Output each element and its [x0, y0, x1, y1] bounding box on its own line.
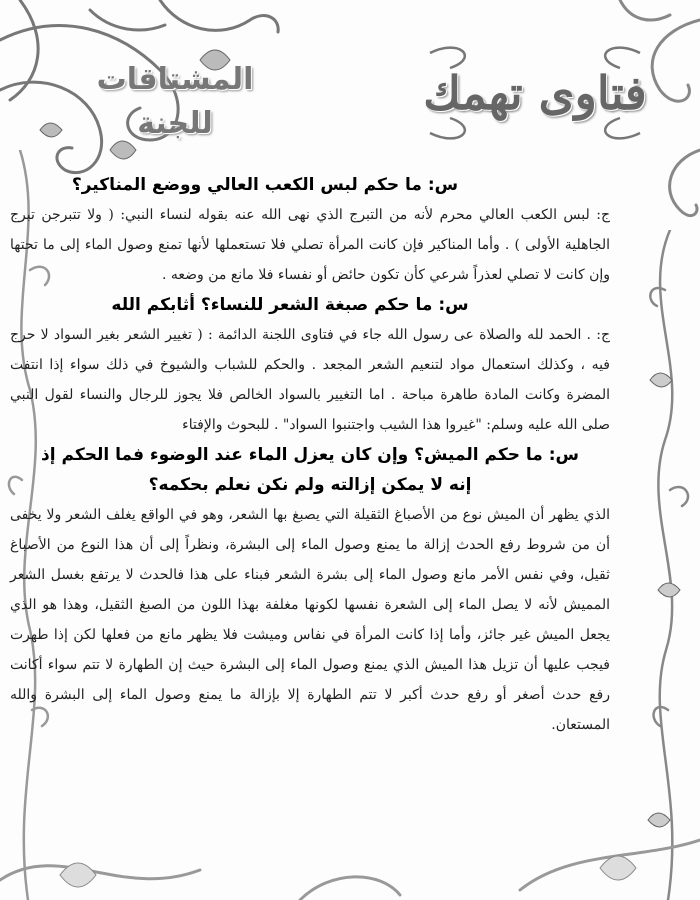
question-3: س: ما حكم الميش؟ وإن كان يعزل الماء عند الوضوء فما الحكم إذ إنه لا يمكن إزالته ولم نكن نعلم بحكمه؟ [41, 445, 579, 495]
answer-1: ج: لبس الكعب العالي محرم لأنه من التبرج الذي نهى الله عنه بقوله لنساء النبي: ( ولا تتبرجن تبرج الجاهلية الأولى ) . وأما المناكير فإن كانت المرأة تصلي فلا تستعملها لأنها تمنع وصول الماء إلى ما تحتها وإن كانت لا تصلي لعذراً شرعي كأن تكون حائض أو نفساء فلا مانع من وضعه . [10, 207, 610, 283]
bottom-floral-ornament [0, 820, 700, 900]
brand-title: فتاوى تهمك [423, 66, 647, 120]
brand-badge [420, 38, 650, 148]
team-name-line2: للجنة [137, 106, 213, 141]
fatwa-content [10, 170, 610, 740]
question-2: س: ما حكم صبغة الشعر للنساء؟ أثابكم الله [111, 295, 469, 315]
answer-3: الذي يظهر أن الميش نوع من الأصباغ الثقيلة التي يصبغ بها الشعر، وهو في الواقع يغلف الشعر ولا يخفى أن من شروط رفع الحدث إزالة ما يمنع وصول الماء إلى البشرة، ونظراً إلى أن هذا النوع من الأصباغ ثقيل، وفي نفس الأمر مانع وصول الماء إلى بشرة الشعر فبناء على هذا فالحدث لا يرتفع بغسل الشعر المميش لأنه لا يصل الماء إلى الشعرة نفسها لكونها مغلفة بهذا اللون من الصبغ الثقيل، وهذا هو الذي يجعل الميش غير جائز، وأما إذا كانت المرأة في نفاس وميشت فلا يظهر مانع من فعلها لكن إذا طهرت فيجب عليها أن تزيل هذا الميش الذي يمنع وصول الماء إلى البشرة حيث إن الطهارة لا تتم سواء أكانت رفع حدث أصغر أو رفع حدث أكبر لا تتم الطهارة إلا بإزالة ما يمنع وصول الماء إلى البشرة والله المستعان. [10, 507, 610, 733]
team-name [80, 58, 270, 146]
answer-2: ج: . الحمد لله والصلاة عى رسول الله جاء في فتاوى اللجنة الدائمة : ( تغيير الشعر بغير السواد لا حرج فيه ، وكذلك استعمال مواد لتنعيم الشعر المجعد . والحكم للشباب والشيوخ في ذلك سواء إذا انتفت المضرة وكانت المادة طاهرة مباحة . اما التغيير بالسواد الخالص فلا يجوز للرجال والنساء لقول النبي صلى الله عليه وسلم: "غيروا هذا الشيب واجتنبوا السواد" . للبحوث والإفتاء [10, 327, 610, 433]
question-1: س: ما حكم لبس الكعب العالي ووضع المناكير؟ [71, 175, 459, 195]
team-name-line1: المشتاقات [96, 62, 254, 97]
right-vine-ornament [630, 230, 700, 900]
